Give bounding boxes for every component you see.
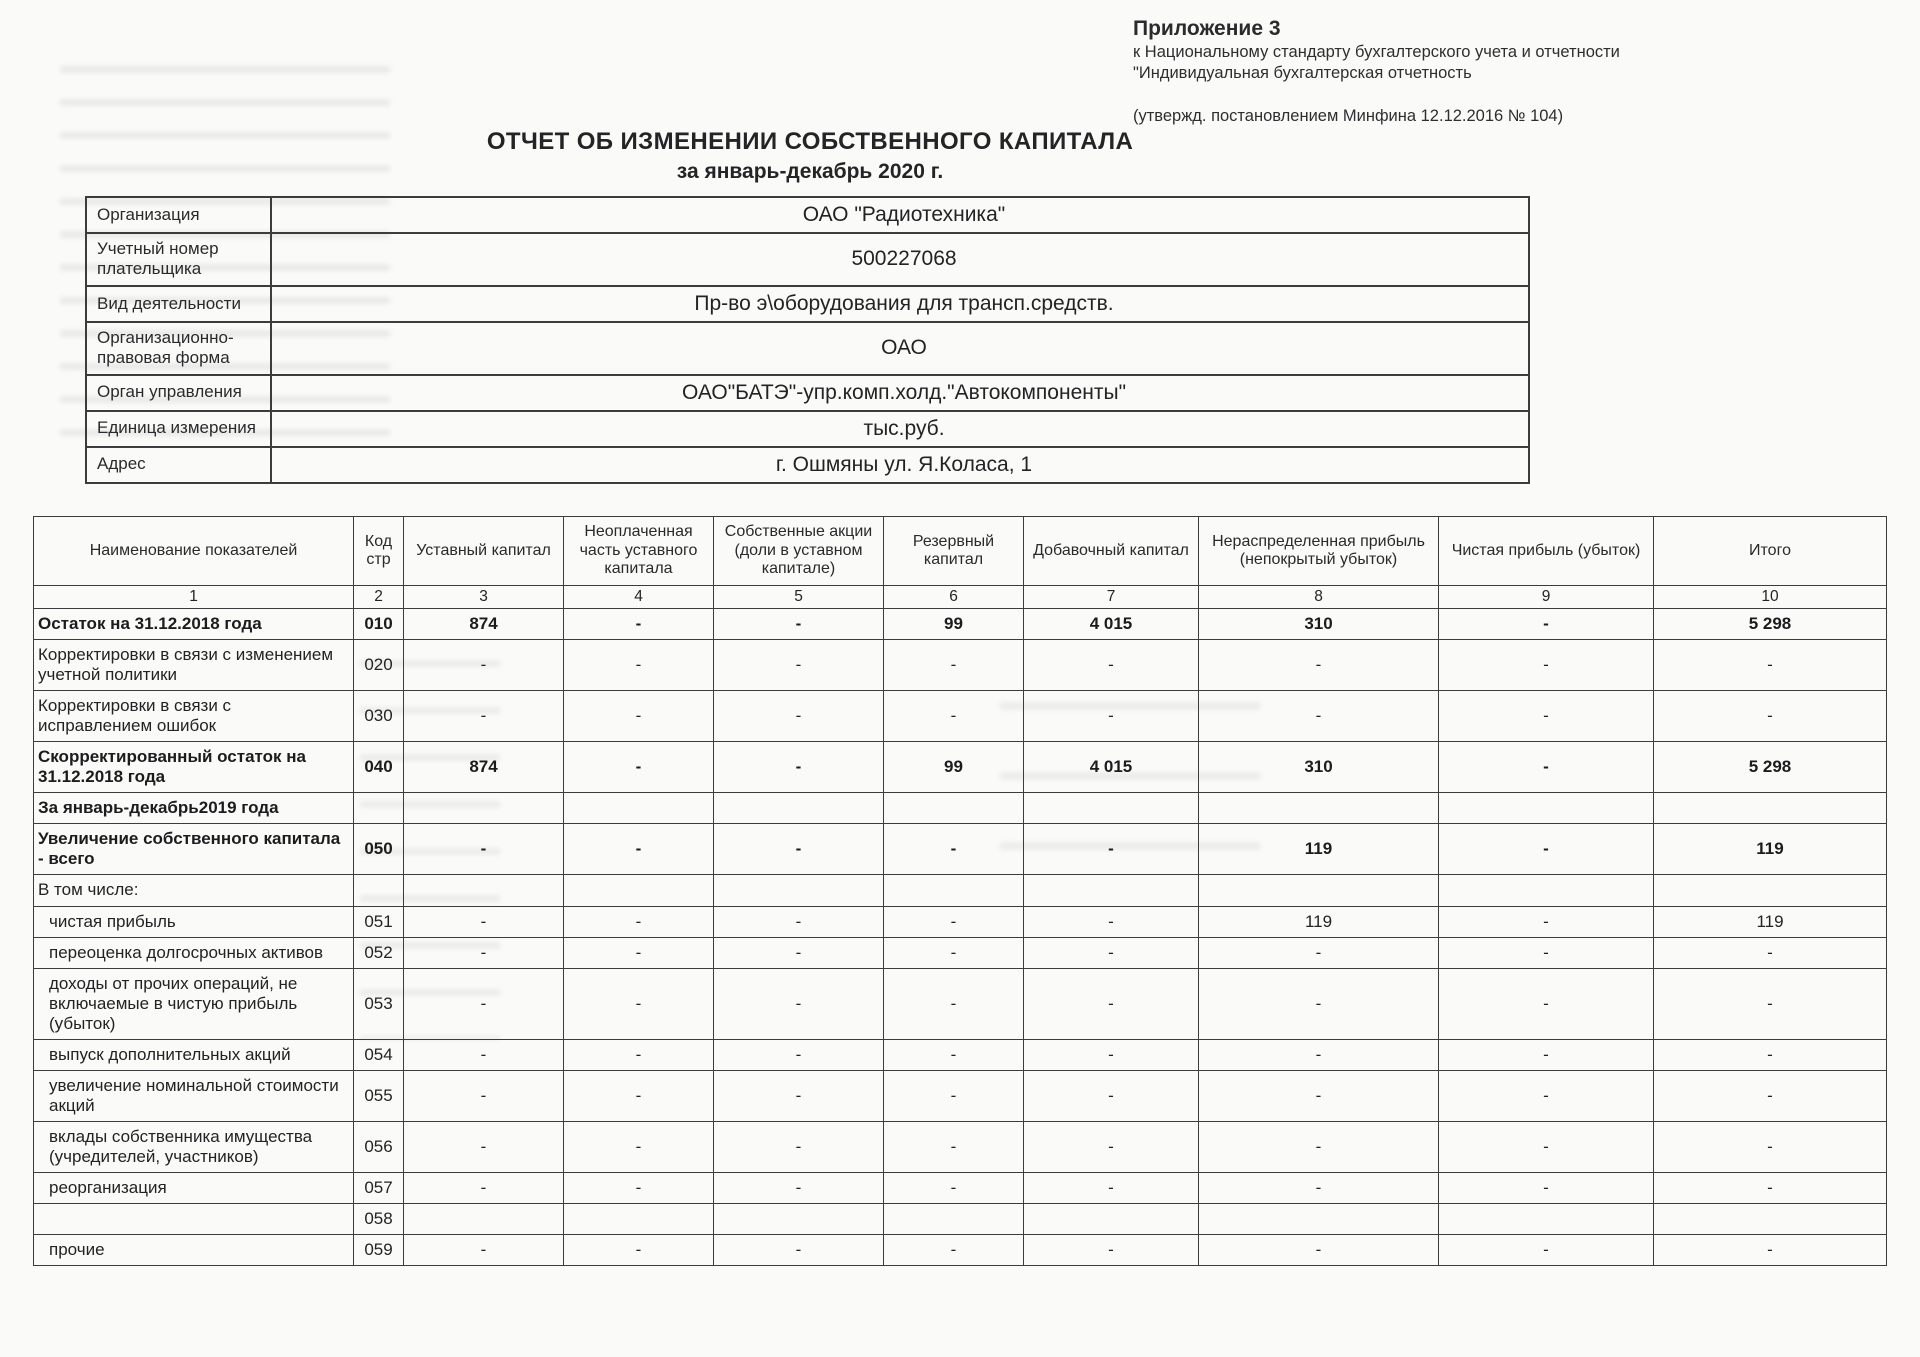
column-number-row [34,586,1887,609]
org-row [86,197,1529,233]
table-row [34,968,1887,1039]
value-cell: - [1024,906,1199,937]
table-row [34,609,1887,640]
value-cell: - [564,1121,714,1172]
value-cell: - [404,824,564,875]
value-cell: - [1439,691,1654,742]
value-cell: - [884,640,1024,691]
value-cell: - [1024,1070,1199,1121]
row-code-cell: 054 [354,1039,404,1070]
column-header-own-shares: Собственные акции (доли в уставном капитале) [714,517,884,586]
value-cell: - [1199,1039,1439,1070]
value-cell: - [1654,691,1887,742]
row-name-cell: реорганизация [34,1172,354,1203]
row-code-cell: 056 [354,1121,404,1172]
row-name-cell: прочие [34,1235,354,1266]
value-cell [884,875,1024,906]
row-code-cell: 030 [354,691,404,742]
value-cell: - [404,1039,564,1070]
value-cell [564,793,714,824]
value-cell: - [404,640,564,691]
value-cell: - [1654,640,1887,691]
column-header-additional-capital: Добавочный капитал [1024,517,1199,586]
value-cell [404,1204,564,1235]
value-cell: - [884,824,1024,875]
value-cell: - [1654,968,1887,1039]
value-cell: 4 015 [1024,609,1199,640]
value-cell [1654,875,1887,906]
value-cell: - [884,1172,1024,1203]
row-code-cell: 051 [354,906,404,937]
column-number-cell: 8 [1199,586,1439,609]
value-cell: 119 [1199,824,1439,875]
value-cell: - [1199,691,1439,742]
row-code-cell: 058 [354,1204,404,1235]
report-title-block [40,128,1580,184]
org-row [86,447,1529,483]
column-number-cell: 5 [714,586,884,609]
org-row [86,322,1529,375]
value-cell [1199,793,1439,824]
row-code-cell: 050 [354,824,404,875]
row-code-cell: 055 [354,1070,404,1121]
equity-changes-table-block [33,516,1886,1266]
value-cell: 99 [884,609,1024,640]
table-row [34,1039,1887,1070]
value-cell: - [1439,1235,1654,1266]
table-row [34,824,1887,875]
row-code-cell: 052 [354,937,404,968]
org-row [86,411,1529,447]
row-code-cell: 057 [354,1172,404,1203]
org-value: г. Ошмяны ул. Я.Коласа, 1 [271,447,1529,483]
row-name-cell: В том числе: [34,875,354,906]
value-cell: - [564,1039,714,1070]
report-title: ОТЧЕТ ОБ ИЗМЕНЕНИИ СОБСТВЕННОГО КАПИТАЛА [486,128,1134,155]
value-cell: - [1654,1172,1887,1203]
table-row [34,1172,1887,1203]
org-info-table [85,196,1530,484]
org-value: Пр-во э\оборудования для трансп.средств. [271,286,1529,322]
appendix-standard-line: к Национальному стандарту бухгалтерского учета и отчетности [1133,43,1620,62]
value-cell: - [1024,968,1199,1039]
row-code-cell: 053 [354,968,404,1039]
table-row [34,640,1887,691]
value-cell: - [1199,1070,1439,1121]
row-code-cell: 010 [354,609,404,640]
value-cell [1439,1204,1654,1235]
org-row [86,286,1529,322]
value-cell: - [1199,1121,1439,1172]
value-cell: - [884,691,1024,742]
column-number-cell: 4 [564,586,714,609]
equity-changes-table [33,516,1887,1266]
value-cell [1654,1204,1887,1235]
value-cell [714,875,884,906]
value-cell [404,793,564,824]
value-cell [1199,1204,1439,1235]
value-cell: 119 [1199,906,1439,937]
value-cell [564,875,714,906]
value-cell: 5 298 [1654,742,1887,793]
value-cell: - [714,640,884,691]
value-cell: - [1439,968,1654,1039]
org-label: Адрес [86,447,271,483]
row-name-cell: переоценка долгосрочных активов [34,937,354,968]
value-cell: - [1439,1172,1654,1203]
column-header-net-profit: Чистая прибыль (убыток) [1439,517,1654,586]
value-cell [404,875,564,906]
table-row [34,793,1887,824]
value-cell: 310 [1199,742,1439,793]
value-cell: - [1024,824,1199,875]
table-row [34,1204,1887,1235]
value-cell [564,1204,714,1235]
value-cell: - [1199,968,1439,1039]
value-cell: 874 [404,609,564,640]
row-name-cell: увеличение номинальной стоимости акций [34,1070,354,1121]
org-value: ОАО"БАТЭ"-упр.комп.холд."Автокомпоненты" [271,375,1529,411]
value-cell: - [1654,1121,1887,1172]
org-row [86,233,1529,286]
value-cell: - [714,691,884,742]
value-cell: - [884,1121,1024,1172]
row-name-cell: За январь-декабрь2019 года [34,793,354,824]
value-cell: - [564,906,714,937]
value-cell: 4 015 [1024,742,1199,793]
column-number-cell: 2 [354,586,404,609]
value-cell: 119 [1654,906,1887,937]
value-cell: - [1199,1172,1439,1203]
table-row [34,875,1887,906]
column-header-total: Итого [1654,517,1887,586]
value-cell: - [404,968,564,1039]
value-cell: - [564,937,714,968]
value-cell: - [564,742,714,793]
table-row [34,937,1887,968]
value-cell: - [564,1172,714,1203]
value-cell: - [1439,937,1654,968]
column-header-reserve-capital: Резервный капитал [884,517,1024,586]
value-cell: - [1024,640,1199,691]
value-cell: - [564,640,714,691]
value-cell: 310 [1199,609,1439,640]
value-cell: - [1439,1039,1654,1070]
appendix-approval-line: (утвержд. постановлением Минфина 12.12.2016 № 104) [1133,106,1564,125]
value-cell [1654,793,1887,824]
value-cell [1024,875,1199,906]
table-row [34,1070,1887,1121]
value-cell [884,793,1024,824]
value-cell: - [884,1235,1024,1266]
row-name-cell: вклады собственника имущества (учредителей, участников) [34,1121,354,1172]
value-cell [1439,875,1654,906]
report-period: за январь-декабрь 2020 г. [676,160,944,183]
row-name-cell: Увеличение собственного капитала - всего [34,824,354,875]
table-row [34,1235,1887,1266]
value-cell: - [714,742,884,793]
org-label: Единица измерения [86,411,271,447]
value-cell: - [1439,1121,1654,1172]
value-cell: - [404,906,564,937]
value-cell: - [1654,1235,1887,1266]
column-header-indicators: Наименование показателей [34,517,354,586]
value-cell: - [714,937,884,968]
value-cell: - [714,1235,884,1266]
row-code-cell: 040 [354,742,404,793]
table-row [34,691,1887,742]
value-cell: 5 298 [1654,609,1887,640]
value-cell: - [404,691,564,742]
row-code-cell [354,793,404,824]
table-row [34,742,1887,793]
org-row [86,375,1529,411]
column-header-retained-earnings: Нераспределенная прибыль (непокрытый убыток) [1199,517,1439,586]
row-name-cell: доходы от прочих операций, не включаемые в чистую прибыль (убыток) [34,968,354,1039]
column-header-unpaid-capital: Неоплаченная часть уставного капитала [564,517,714,586]
column-number-cell: 3 [404,586,564,609]
value-cell: - [564,691,714,742]
value-cell: - [1439,1070,1654,1121]
value-cell: - [404,1172,564,1203]
value-cell: - [714,968,884,1039]
value-cell [1024,1204,1199,1235]
org-label: Организация [86,197,271,233]
value-cell: - [884,1039,1024,1070]
org-value: ОАО [271,322,1529,375]
org-value: 500227068 [271,233,1529,286]
value-cell: 99 [884,742,1024,793]
row-code-cell [354,875,404,906]
column-header-authorized-capital: Уставный капитал [404,517,564,586]
table-row [34,906,1887,937]
org-label: Орган управления [86,375,271,411]
value-cell: - [714,1121,884,1172]
org-label: Вид деятельности [86,286,271,322]
value-cell: - [1024,1121,1199,1172]
organization-info [85,196,1530,484]
value-cell: - [884,1070,1024,1121]
appendix-number: Приложение 3 [1133,17,1281,40]
value-cell [1439,793,1654,824]
value-cell: - [884,968,1024,1039]
value-cell: - [1439,742,1654,793]
value-cell: - [714,1172,884,1203]
value-cell: - [404,1235,564,1266]
value-cell: - [1024,937,1199,968]
row-name-cell: Корректировки в связи с исправлением ошибок [34,691,354,742]
value-cell: 874 [404,742,564,793]
value-cell: - [714,906,884,937]
org-label: Организационно-правовая форма [86,322,271,375]
value-cell: - [404,1070,564,1121]
row-name-cell: Скорректированный остаток на 31.12.2018 года [34,742,354,793]
value-cell: - [1439,640,1654,691]
value-cell [1199,875,1439,906]
value-cell: - [1439,906,1654,937]
row-code-cell: 020 [354,640,404,691]
row-name-cell: Остаток на 31.12.2018 года [34,609,354,640]
value-cell [1024,793,1199,824]
row-name-cell: Корректировки в связи с изменением учетной политики [34,640,354,691]
row-name-cell [34,1204,354,1235]
org-label: Учетный номер плательщика [86,233,271,286]
value-cell [714,793,884,824]
value-cell: - [1439,824,1654,875]
value-cell: - [1199,640,1439,691]
value-cell: - [564,1070,714,1121]
value-cell: - [1199,1235,1439,1266]
value-cell: - [714,1039,884,1070]
value-cell: - [1024,691,1199,742]
column-number-cell: 10 [1654,586,1887,609]
value-cell: - [1654,1039,1887,1070]
appendix-standard-line2: "Индивидуальная бухгалтерская отчетность [1133,63,1472,82]
org-value: тыс.руб. [271,411,1529,447]
value-cell: - [564,609,714,640]
header-row [34,517,1887,586]
value-cell [714,1204,884,1235]
row-code-cell: 059 [354,1235,404,1266]
value-cell: - [1199,937,1439,968]
value-cell: - [714,824,884,875]
column-number-cell: 6 [884,586,1024,609]
column-number-cell: 9 [1439,586,1654,609]
value-cell: - [1654,937,1887,968]
value-cell: - [564,968,714,1039]
value-cell: - [1654,1070,1887,1121]
value-cell: - [404,937,564,968]
value-cell: 119 [1654,824,1887,875]
value-cell: - [1024,1172,1199,1203]
value-cell: - [564,1235,714,1266]
value-cell: - [1439,609,1654,640]
value-cell: - [714,609,884,640]
value-cell: - [564,824,714,875]
table-row [34,1121,1887,1172]
value-cell: - [404,1121,564,1172]
column-number-cell: 7 [1024,586,1199,609]
value-cell: - [884,906,1024,937]
row-name-cell: чистая прибыль [34,906,354,937]
column-number-cell: 1 [34,586,354,609]
row-name-cell: выпуск дополнительных акций [34,1039,354,1070]
value-cell: - [1024,1039,1199,1070]
value-cell: - [884,937,1024,968]
org-value: ОАО "Радиотехника" [271,197,1529,233]
column-header-code: Код стр [354,517,404,586]
appendix-note [1133,16,1773,126]
value-cell: - [714,1070,884,1121]
value-cell [884,1204,1024,1235]
value-cell: - [1024,1235,1199,1266]
